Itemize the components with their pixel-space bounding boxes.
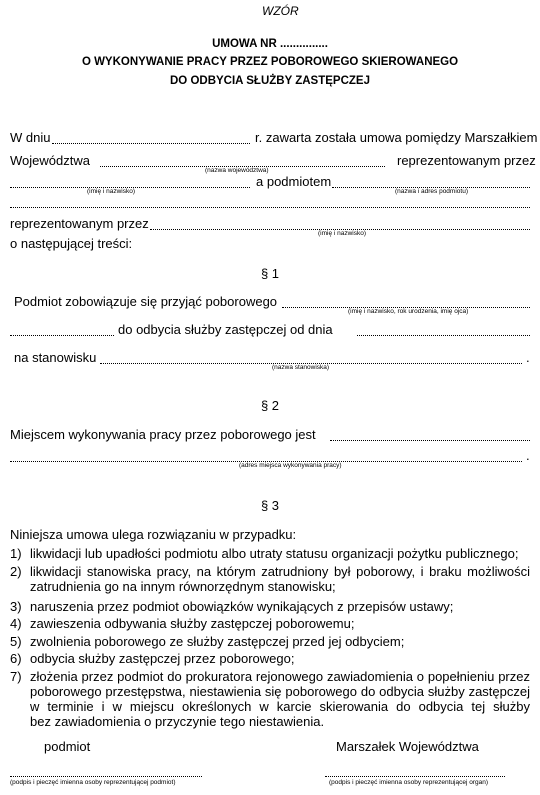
section-2-heading: § 2 [260, 398, 280, 413]
contract-title-line-2: DO ODBYCIA SŁUŻBY ZASTĘPCZEJ [170, 75, 370, 87]
intro-wojewodztwa: Województwa [10, 153, 90, 168]
list-item-text: w terminie i w miejscu określonych w karcie skierowania do odbycia tej służby [30, 699, 530, 714]
list-item-number: 1) [10, 546, 22, 561]
period-mark: . [526, 350, 530, 365]
intro-reprezentowanym-2: reprezentowanym przez [10, 216, 149, 231]
caption-imie-nazwisko-2: (imię i nazwisko) [318, 230, 367, 237]
list-item-text: zawieszenia odbywania służby zastępczej poborowemu; [30, 616, 355, 631]
list-item-text: odbycia służby zastępczej przez poborowego; [30, 651, 295, 666]
caption-imie-nazwisko-1: (imię i nazwisko) [87, 188, 136, 195]
intro-nastepujacej-tresci: o następującej treści: [10, 236, 133, 251]
signature-left-caption: (podpis i pieczęć imienna osoby reprezentującej podmiot) [10, 779, 176, 786]
list-item-text: poborowego przestępstwa, niestawienia się poborowego do odbycia służby zastępczej [30, 684, 530, 699]
list-item-text: bez zawiadomienia o przyczynie tego niestawienia. [30, 714, 325, 729]
list-item-text: złożenia przez podmiot do prokuratora rejonowego zawiadomienia o popełnieniu przez [30, 669, 530, 684]
contract-number-title: UMOWA NR ............... [212, 38, 328, 50]
list-item-text: likwidacji lub upadłości podmiotu albo utraty statusu organizacji pożytku publicznego; [30, 546, 519, 561]
list-item-text: zatrudnienia go na innym równorzędnym stanowisku; [30, 579, 336, 594]
intro-zawarta: r. zawarta została umowa pomiędzy Marszałkiem [255, 130, 538, 145]
caption-nazwa-stanowiska: (nazwa stanowiska) [272, 364, 330, 371]
signature-right-label: Marszałek Województwa [336, 739, 479, 754]
s1-line-3-text: na stanowisku [14, 350, 97, 365]
section-1-heading: § 1 [260, 266, 280, 281]
intro-reprezentowanym-1: reprezentowanym przez [397, 153, 536, 168]
signature-right-caption: (podpis i pieczęć imienna osoby reprezentującej organ) [329, 779, 488, 786]
s1-line-1-text: Podmiot zobowiązuje się przyjąć poborowego [14, 294, 278, 309]
caption-adres-miejsca: (adres miejsca wykonywania pracy) [239, 462, 342, 469]
list-item-text: naruszenia przez podmiot obowiązków wynikających z przepisów ustawy; [30, 599, 454, 614]
marshal-signature-field[interactable] [325, 776, 505, 777]
caption-nazwa-adres-podmiotu: (nazwa i adres podmiotu) [395, 188, 468, 195]
s3-intro: Niniejsza umowa ulega rozwiązaniu w przypadku: [10, 527, 297, 542]
list-item-number: 7) [10, 669, 22, 684]
signature-left-label: podmiot [44, 739, 91, 754]
period-mark: . [526, 448, 530, 463]
template-marker: WZÓR [262, 4, 299, 18]
section-3-heading: § 3 [260, 498, 280, 513]
list-item-number: 6) [10, 651, 22, 666]
list-item-number: 4) [10, 616, 22, 631]
s1-line-2-text: do odbycia służby zastępczej od dnia [118, 322, 333, 337]
list-item-text: zwolnienia poborowego ze służby zastępczej przed jej odbyciem; [30, 634, 405, 649]
entity-signature-field[interactable] [10, 776, 202, 777]
list-item-number: 2) [10, 564, 22, 579]
intro-a-podmiotem: a podmiotem [256, 174, 332, 189]
caption-imie-rok-ojca: (imię i nazwisko, rok urodzenia, imię ojca) [348, 308, 469, 315]
list-item-number: 5) [10, 634, 22, 649]
intro-w-dniu: W dniu [10, 130, 51, 145]
list-item-number: 3) [10, 599, 22, 614]
s2-line-1-text: Miejscem wykonywania pracy przez poborowego jest [10, 427, 316, 442]
list-item-text: likwidacji stanowiska pracy, na którym zatrudniony był poborowy, i braku możliwości [30, 564, 530, 579]
contract-title-line-1: O WYKONYWANIE PRACY PRZEZ POBOROWEGO SKIEROWANEGO [81, 56, 459, 68]
caption-nazwa-wojewodztwa: (nazwa województwa) [205, 167, 269, 174]
